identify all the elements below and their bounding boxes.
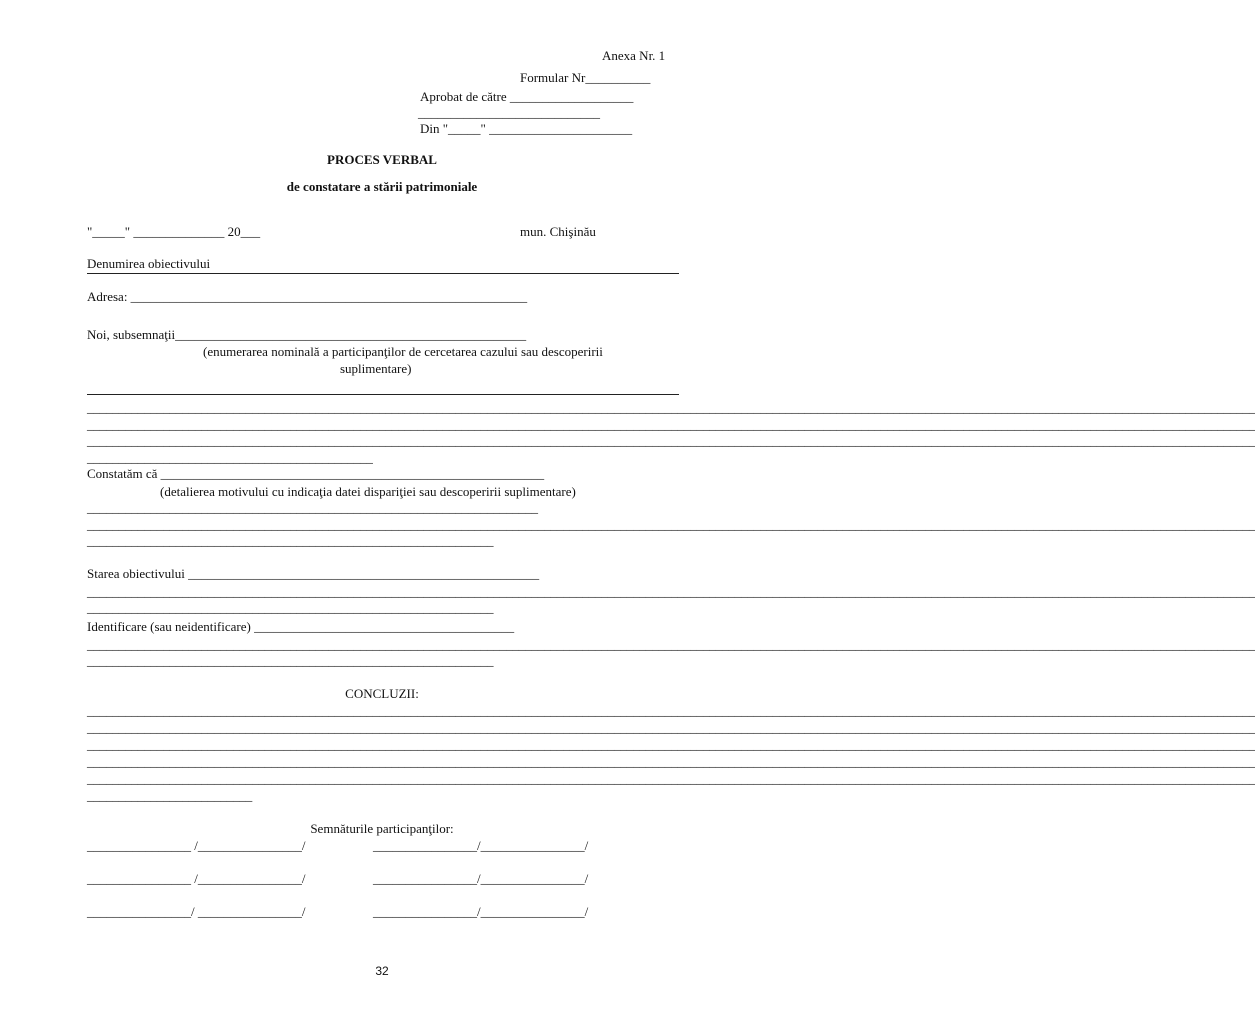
approval-date-field[interactable]: Din "_____" ______________________ (420, 121, 633, 136)
object-name-line[interactable] (87, 273, 679, 274)
form-number[interactable]: Formular Nr__________ (520, 70, 651, 85)
address-field[interactable]: Adresa: _____________________________________________________________ (87, 289, 528, 304)
participants-note-1: (enumerarea nominală a participanţilor de cercetarea cazului sau descoperirii (203, 344, 603, 359)
annex-number: Anexa Nr. 1 (602, 48, 666, 63)
approved-blank-line[interactable]: ____________________________ (418, 105, 600, 120)
blank-line[interactable]: ________________________________________________________________________________________________________________________________________________________________________________________ (87, 720, 1255, 735)
blank-line[interactable]: ________________________________________________________________ (87, 533, 494, 548)
signature-line-left[interactable]: ________________ /________________/ (87, 838, 306, 853)
blank-line[interactable]: ________________________________________________________________________________________________________________________________________________________________________________________ (87, 517, 1255, 532)
conclusions-heading: CONCLUZII: (345, 686, 419, 701)
signature-line-left[interactable]: ________________ /________________/ (87, 871, 306, 886)
object-name-label: Denumirea obiectivului (87, 256, 211, 271)
blank-line[interactable]: ________________________________________________________________________________________________________________________________________________________________________________________ (87, 703, 1255, 718)
page-number: 32 (375, 964, 389, 978)
blank-line[interactable]: ________________________________________________________________ (87, 653, 494, 668)
participants-field[interactable]: Noi, subsemnaţii______________________________________________________ (87, 327, 527, 342)
blank-line[interactable]: ________________________________________________________________________________________________________________________________________________________________________________________ (87, 737, 1255, 752)
place-label: mun. Chişinău (520, 224, 596, 239)
participants-rule (87, 394, 679, 395)
blank-line[interactable]: _______________________________________________________________________ (87, 500, 538, 515)
object-state-field[interactable]: Starea obiectivului ______________________________________________________ (87, 566, 540, 581)
signature-line-left[interactable]: ________________/ ________________/ (87, 904, 306, 919)
blank-line[interactable]: __________________________ (87, 788, 253, 803)
blank-line[interactable]: ________________________________________________________________________________________________________________________________________________________________________________________ (87, 637, 1255, 652)
blank-line[interactable]: ________________________________________________________________________________________________________________________________________________________________________________________ (87, 771, 1255, 786)
blank-line[interactable]: ________________________________________________________________ (87, 600, 494, 615)
signature-line-right[interactable]: ________________/________________/ (373, 904, 589, 919)
identification-field[interactable]: Identificare (sau neidentificare) ________________________________________ (87, 619, 515, 634)
finding-field[interactable]: Constatăm că ___________________________________________________________ (87, 466, 545, 481)
signatures-heading: Semnăturile participanţilor: (310, 821, 454, 836)
blank-line[interactable]: ________________________________________________________________________________________________________________________________________________________________________________________ (87, 754, 1255, 769)
signature-line-right[interactable]: ________________/________________/ (373, 871, 589, 886)
blank-line[interactable]: ________________________________________________________________________________________________________________________________________________________________________________________ (87, 433, 1255, 448)
document-title: PROCES VERBAL (327, 152, 437, 167)
blank-line[interactable]: ________________________________________________________________________________________________________________________________________________________________________________________ (87, 584, 1255, 599)
document-subtitle: de constatare a stării patrimoniale (286, 179, 478, 194)
blank-line[interactable]: ________________________________________________________________________________________________________________________________________________________________________________________ (87, 417, 1255, 432)
finding-note: (detalierea motivului cu indicaţia datei dispariţiei sau descoperirii suplimentare) (160, 484, 576, 499)
approved-by-field[interactable]: Aprobat de către ___________________ (420, 89, 634, 104)
date-field[interactable]: "_____" ______________ 20___ (87, 224, 261, 239)
blank-line[interactable]: _____________________________________________ (87, 450, 373, 465)
blank-line[interactable]: ________________________________________________________________________________________________________________________________________________________________________________________ (87, 400, 1255, 415)
signature-line-right[interactable]: ________________/________________/ (373, 838, 589, 853)
participants-note-2: suplimentare) (340, 361, 412, 376)
